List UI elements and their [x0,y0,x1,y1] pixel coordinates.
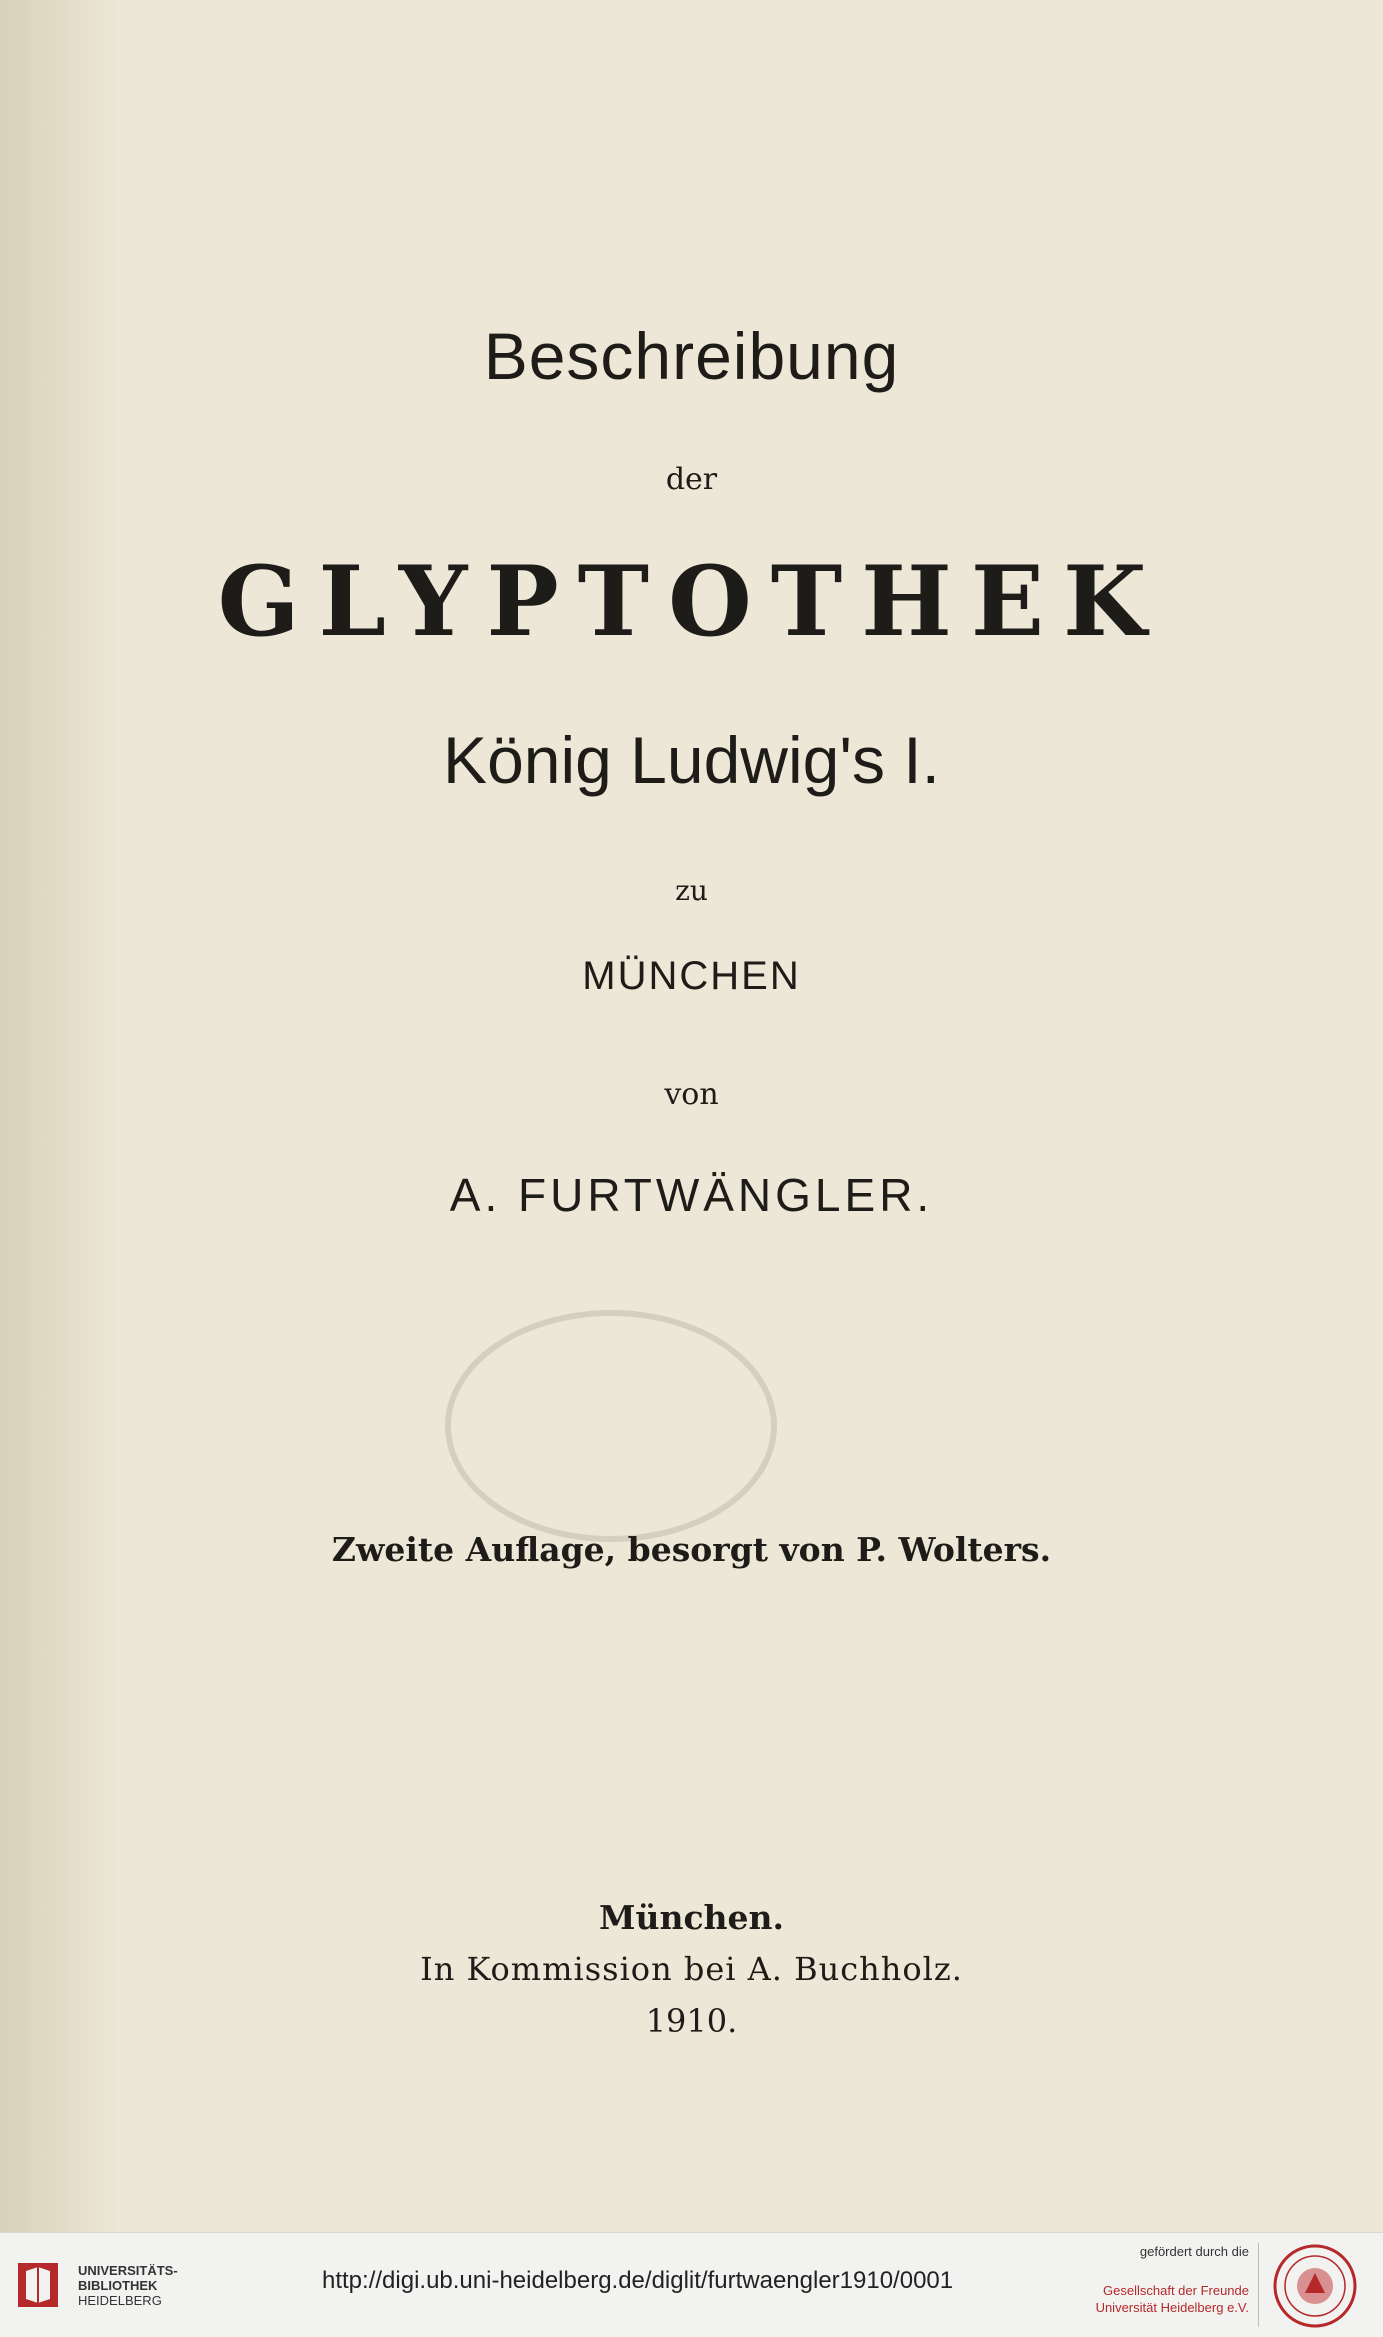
title-line-von: von [664,1077,719,1112]
library-name-line1: UNIVERSITÄTS- [78,2263,178,2278]
library-name-line3: HEIDELBERG [78,2293,162,2308]
university-library-logo-icon[interactable] [16,2261,60,2309]
library-name[interactable] [78,2263,178,2308]
permalink-url[interactable]: http://digi.ub.uni-heidelberg.de/diglit/furtwaengler1910/0001 [322,2267,954,2294]
footer-divider [1258,2243,1259,2327]
title-line-glyptothek: GLYPTOTHEK [217,545,1166,658]
title-line-zu: zu [675,874,708,907]
title-line-beschreibung: Beschreibung [483,319,900,393]
library-name-line2: BIBLIOTHEK [78,2278,158,2293]
imprint-publisher: In Kommission bei A. Buchholz. [420,1950,963,1988]
sponsor-label: gefördert durch die [1139,2244,1249,2259]
sponsor-credit[interactable] [1075,2243,1249,2316]
edition-note: Zweite Auflage, besorgt von P. Wolters. [331,1530,1052,1569]
sponsor-name-line1: Gesellschaft der Freunde [1103,2283,1249,2298]
university-seal-icon[interactable] [1272,2243,1358,2329]
sponsor-name-line2: Universität Heidelberg e.V. [1095,2300,1249,2315]
title-line-muenchen: MÜNCHEN [582,954,801,998]
imprint-place: München. [598,1898,785,1937]
imprint-year: 1910. [645,2002,738,2040]
title-line-der: der [665,462,718,497]
author-name: A. FURTWÄNGLER. [449,1169,934,1221]
viewer-footer [0,2232,1383,2337]
title-line-koenig-ludwig: König Ludwig's I. [443,723,940,797]
library-stamp [445,1310,777,1542]
